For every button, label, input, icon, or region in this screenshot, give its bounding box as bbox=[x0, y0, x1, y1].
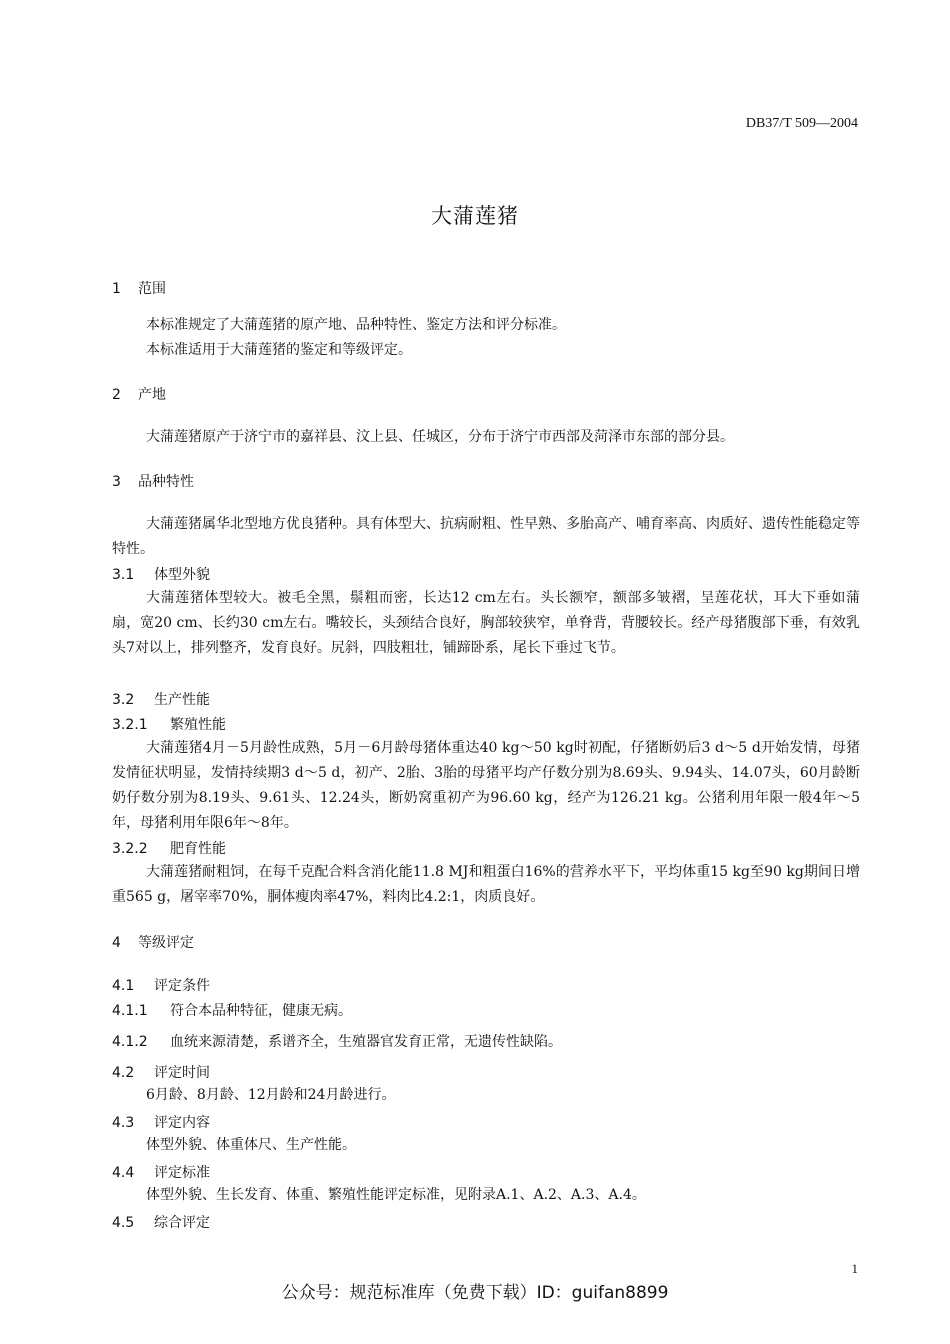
section-title: 评定内容 bbox=[154, 1115, 210, 1131]
item-text: 血统来源清楚，系谱齐全，生殖器官发育正常，无遗传性缺陷。 bbox=[170, 1034, 562, 1050]
section-2-heading bbox=[112, 384, 166, 404]
section-4-4-paragraph: 体型外貌、生长发育、体重、繁殖性能评定标准，见附录A.1、A.2、A.3、A.4。 bbox=[146, 1187, 646, 1203]
section-4-1-2-item bbox=[112, 1031, 562, 1051]
section-3-2-2-heading bbox=[112, 838, 226, 858]
section-1-heading bbox=[112, 278, 166, 298]
section-3-2-1-paragraph: 大蒲莲猪4月－5月龄性成熟，5月－6月龄母猪体重达40 kg～50 kg时初配，仔猪断奶后3 d～5 d开始发情，母猪发情征状明显，发情持续期3 d～5 d，初产、2胎、3胎的母猪平均产仔数分别为8.69头、9.94头、14.07头，60月龄断奶仔数分别为8.19头、9.61头、12.24头，断奶窝重初产为96.60 kg，经产为126.21 kg。公猪利用年限一般4年～5年，母猪利用年限6年～8年。 bbox=[112, 740, 860, 831]
section-4-3-heading bbox=[112, 1112, 210, 1132]
section-4-2-heading bbox=[112, 1062, 210, 1082]
section-title: 生产性能 bbox=[154, 692, 210, 708]
section-4-2-paragraph: 6月龄、8月龄、12月龄和24月龄进行。 bbox=[146, 1087, 396, 1103]
section-title: 范围 bbox=[138, 281, 166, 297]
section-number: 4.3 bbox=[112, 1115, 135, 1131]
section-number: 4.2 bbox=[112, 1065, 135, 1081]
section-number: 4 bbox=[112, 935, 121, 951]
section-number: 4.1.2 bbox=[112, 1034, 148, 1050]
section-3-1-heading bbox=[112, 564, 210, 584]
section-3-2-2-paragraph: 大蒲莲猪耐粗饲，在每千克配合料含消化能11.8 MJ和粗蛋白16%的营养水平下，平均体重15 kg至90 kg期间日增重565 g，屠宰率70%，胴体瘦肉率47%，料肉比4.2:1，肉质良好。 bbox=[112, 864, 860, 905]
section-4-heading bbox=[112, 932, 194, 952]
section-3-1-paragraph: 大蒲莲猪体型较大。被毛全黑，鬃粗而密，长达12 cm左右。头长额窄，额部多皱褶，呈莲花状，耳大下垂如蒲扇，宽20 cm、长约30 cm左右。嘴较长，头颈结合良好，胸部较狭窄，单脊背，背腰较长。经产母猪腹部下垂，有效乳头7对以上，排列整齐，发育良好。尻斜，四肢粗壮，铺蹄卧系，尾长下垂过飞节。 bbox=[112, 590, 860, 656]
section-number: 3.1 bbox=[112, 567, 135, 583]
section-4-1-1-item bbox=[112, 1000, 352, 1020]
section-title: 肥育性能 bbox=[170, 841, 226, 857]
section-1-paragraph-1: 本标准规定了大蒲莲猪的原产地、品种特性、鉴定方法和评分标准。 bbox=[146, 317, 566, 333]
section-title: 体型外貌 bbox=[154, 567, 210, 583]
section-number: 1 bbox=[112, 281, 121, 297]
section-title: 等级评定 bbox=[138, 935, 194, 951]
section-title: 品种特性 bbox=[138, 474, 194, 490]
section-title: 繁殖性能 bbox=[170, 717, 226, 733]
section-3-2-heading bbox=[112, 689, 210, 709]
section-title: 评定时间 bbox=[154, 1065, 210, 1081]
document-number: DB37/T 509—2004 bbox=[745, 116, 858, 131]
section-3-heading bbox=[112, 471, 194, 491]
section-title: 综合评定 bbox=[154, 1215, 210, 1231]
section-title: 产地 bbox=[138, 387, 166, 403]
section-number: 4.5 bbox=[112, 1215, 135, 1231]
section-number: 4.4 bbox=[112, 1165, 135, 1181]
section-3-2-1-heading bbox=[112, 714, 226, 734]
section-4-5-heading bbox=[112, 1212, 210, 1232]
section-4-3-paragraph: 体型外貌、体重体尺、生产性能。 bbox=[146, 1137, 356, 1153]
section-4-4-heading bbox=[112, 1162, 210, 1182]
footer-watermark-note: 公众号：规范标准库（免费下载）ID：guifan8899 bbox=[281, 1283, 669, 1303]
section-number: 3.2 bbox=[112, 692, 135, 708]
page-title: 大蒲莲猪 bbox=[431, 204, 519, 228]
section-title: 评定标准 bbox=[154, 1165, 210, 1181]
item-text: 符合本品种特征，健康无病。 bbox=[170, 1003, 352, 1019]
section-2-paragraph-1: 大蒲莲猪原产于济宁市的嘉祥县、汶上县、任城区，分布于济宁市西部及菏泽市东部的部分县。 bbox=[146, 429, 734, 445]
section-title: 评定条件 bbox=[154, 978, 210, 994]
section-number: 4.1 bbox=[112, 978, 135, 994]
section-1-paragraph-2: 本标准适用于大蒲莲猪的鉴定和等级评定。 bbox=[146, 342, 412, 358]
section-number: 3.2.1 bbox=[112, 717, 148, 733]
section-number: 3 bbox=[112, 474, 121, 490]
section-number: 3.2.2 bbox=[112, 841, 148, 857]
page-number: 1 bbox=[851, 1261, 858, 1276]
section-3-paragraph-1: 大蒲莲猪属华北型地方优良猪种。具有体型大、抗病耐粗、性早熟、多胎高产、哺育率高、肉质好、遗传性能稳定等特性。 bbox=[112, 516, 860, 557]
section-4-1-heading bbox=[112, 975, 210, 995]
section-number: 4.1.1 bbox=[112, 1003, 148, 1019]
section-number: 2 bbox=[112, 387, 121, 403]
